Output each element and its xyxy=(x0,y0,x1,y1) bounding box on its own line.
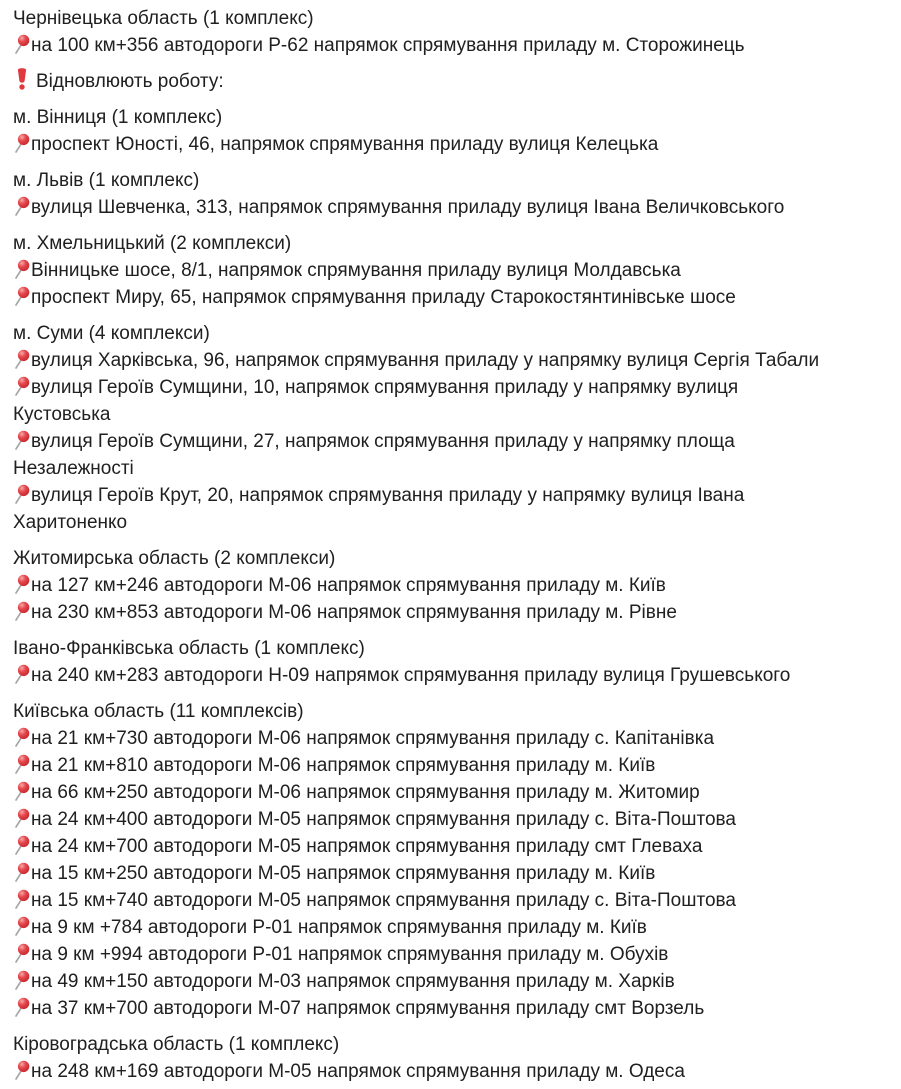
round-pushpin-icon xyxy=(13,781,30,802)
camera-location-text: проспект Юності, 46, напрямок спрямування приладу вулиця Келецька xyxy=(31,134,659,155)
camera-location-text: вулиця Героїв Крут, 20, напрямок спрямування приладу у напрямку вулиця Івана Харитоненко xyxy=(13,485,745,533)
section-title: м. Хмельницький (2 комплекси) xyxy=(13,233,292,254)
section-title: Чернівецька область (1 комплекс) xyxy=(13,8,314,29)
camera-location-text: Вінницьке шосе, 8/1, напрямок спрямування приладу вулиця Молдавська xyxy=(31,260,681,281)
region-section xyxy=(13,167,828,221)
camera-location-item xyxy=(13,752,828,779)
section-title: м. Вінниця (1 комплекс) xyxy=(13,107,223,128)
round-pushpin-icon xyxy=(13,34,30,55)
section-title: Кіровоградська область (1 комплекс) xyxy=(13,1034,340,1055)
round-pushpin-icon xyxy=(13,601,30,622)
camera-location-item xyxy=(13,887,828,914)
camera-location-text: на 248 км+169 автодороги М-05 напрямок спрямування приладу м. Одеса xyxy=(31,1061,685,1082)
camera-location-text: на 37 км+700 автодороги М-07 напрямок спрямування приладу смт Ворзель xyxy=(31,998,705,1019)
camera-location-text: на 24 км+700 автодороги М-05 напрямок спрямування приладу смт Глеваха xyxy=(31,836,703,857)
camera-location-item xyxy=(13,725,828,752)
section-title: м. Суми (4 комплекси) xyxy=(13,323,210,344)
notice-label: Відновлюють роботу: xyxy=(36,71,224,92)
round-pushpin-icon xyxy=(13,889,30,910)
camera-location-item xyxy=(13,941,828,968)
camera-location-text: на 9 км +994 автодороги Р-01 напрямок спрямування приладу м. Обухів xyxy=(31,944,669,965)
camera-location-item xyxy=(13,833,828,860)
round-pushpin-icon xyxy=(13,727,30,748)
red-exclamation-icon xyxy=(16,68,28,90)
round-pushpin-icon xyxy=(13,133,30,154)
section-title: м. Львів (1 комплекс) xyxy=(13,170,200,191)
camera-location-text: вулиця Героїв Сумщини, 10, напрямок спрямування приладу у напрямку вулиця Кустовська xyxy=(13,377,739,425)
round-pushpin-icon xyxy=(13,484,30,505)
round-pushpin-icon xyxy=(13,196,30,217)
round-pushpin-icon xyxy=(13,970,30,991)
region-section xyxy=(13,230,828,311)
camera-location-text: на 66 км+250 автодороги М-06 напрямок спрямування приладу м. Житомир xyxy=(31,782,700,803)
camera-location-item xyxy=(13,257,828,284)
section-title: Київська область (11 комплексів) xyxy=(13,701,304,722)
camera-location-item xyxy=(13,1058,828,1085)
camera-location-item xyxy=(13,347,828,374)
camera-location-text: на 15 км+740 автодороги М-05 напрямок спрямування приладу с. Віта-Поштова xyxy=(31,890,736,911)
round-pushpin-icon xyxy=(13,997,30,1018)
camera-location-text: вулиця Харківська, 96, напрямок спрямування приладу у напрямку вулиця Сергія Табали xyxy=(31,350,820,371)
region-section xyxy=(13,320,828,536)
round-pushpin-icon xyxy=(13,376,30,397)
camera-location-item xyxy=(13,662,828,689)
camera-location-text: на 9 км +784 автодороги Р-01 напрямок спрямування приладу м. Київ xyxy=(31,917,647,938)
camera-location-text: на 100 км+356 автодороги Р-62 напрямок спрямування приладу м. Сторожинець xyxy=(31,35,745,56)
camera-location-text: на 24 км+400 автодороги М-05 напрямок спрямування приладу с. Віта-Поштова xyxy=(31,809,736,830)
camera-location-text: на 21 км+730 автодороги М-06 напрямок спрямування приладу с. Капітанівка xyxy=(31,728,715,749)
round-pushpin-icon xyxy=(13,754,30,775)
camera-location-item xyxy=(13,914,828,941)
camera-location-item xyxy=(13,32,828,59)
camera-location-text: на 15 км+250 автодороги М-05 напрямок спрямування приладу м. Київ xyxy=(31,863,656,884)
round-pushpin-icon xyxy=(13,1060,30,1081)
camera-location-item xyxy=(13,131,828,158)
round-pushpin-icon xyxy=(13,943,30,964)
camera-location-item xyxy=(13,968,828,995)
region-section xyxy=(13,1031,828,1085)
camera-location-text: проспект Миру, 65, напрямок спрямування приладу Старокостянтинівське шосе xyxy=(31,287,736,308)
region-section xyxy=(13,104,828,158)
notice-block xyxy=(13,68,828,95)
camera-location-text: на 127 км+246 автодороги М-06 напрямок спрямування приладу м. Київ xyxy=(31,575,666,596)
region-section xyxy=(13,698,828,1022)
camera-location-item xyxy=(13,482,828,536)
round-pushpin-icon xyxy=(13,259,30,280)
round-pushpin-icon xyxy=(13,835,30,856)
region-section xyxy=(13,5,828,59)
round-pushpin-icon xyxy=(13,430,30,451)
camera-location-item xyxy=(13,995,828,1022)
camera-location-item xyxy=(13,779,828,806)
camera-location-text: на 230 км+853 автодороги М-06 напрямок спрямування приладу м. Рівне xyxy=(31,602,677,623)
round-pushpin-icon xyxy=(13,574,30,595)
camera-location-item xyxy=(13,374,828,428)
camera-location-item xyxy=(13,806,828,833)
round-pushpin-icon xyxy=(13,916,30,937)
round-pushpin-icon xyxy=(13,862,30,883)
camera-location-text: на 49 км+150 автодороги М-03 напрямок спрямування приладу м. Харків xyxy=(31,971,675,992)
camera-location-item xyxy=(13,284,828,311)
round-pushpin-icon xyxy=(13,349,30,370)
region-section xyxy=(13,545,828,626)
round-pushpin-icon xyxy=(13,286,30,307)
camera-location-item xyxy=(13,194,828,221)
camera-location-item xyxy=(13,572,828,599)
camera-location-text: вулиця Шевченка, 313, напрямок спрямування приладу вулиця Івана Величковського xyxy=(31,197,785,218)
camera-location-item xyxy=(13,428,828,482)
section-title: Житомирська область (2 комплекси) xyxy=(13,548,336,569)
region-section xyxy=(13,635,828,689)
section-title: Івано-Франківська область (1 комплекс) xyxy=(13,638,365,659)
camera-location-text: вулиця Героїв Сумщини, 27, напрямок спрямування приладу у напрямку площа Незалежності xyxy=(13,431,735,479)
camera-location-item xyxy=(13,599,828,626)
round-pushpin-icon xyxy=(13,808,30,829)
camera-location-text: на 240 км+283 автодороги Н-09 напрямок спрямування приладу вулиця Грушевського xyxy=(31,665,791,686)
round-pushpin-icon xyxy=(13,664,30,685)
camera-location-item xyxy=(13,860,828,887)
camera-location-text: на 21 км+810 автодороги М-06 напрямок спрямування приладу м. Київ xyxy=(31,755,656,776)
